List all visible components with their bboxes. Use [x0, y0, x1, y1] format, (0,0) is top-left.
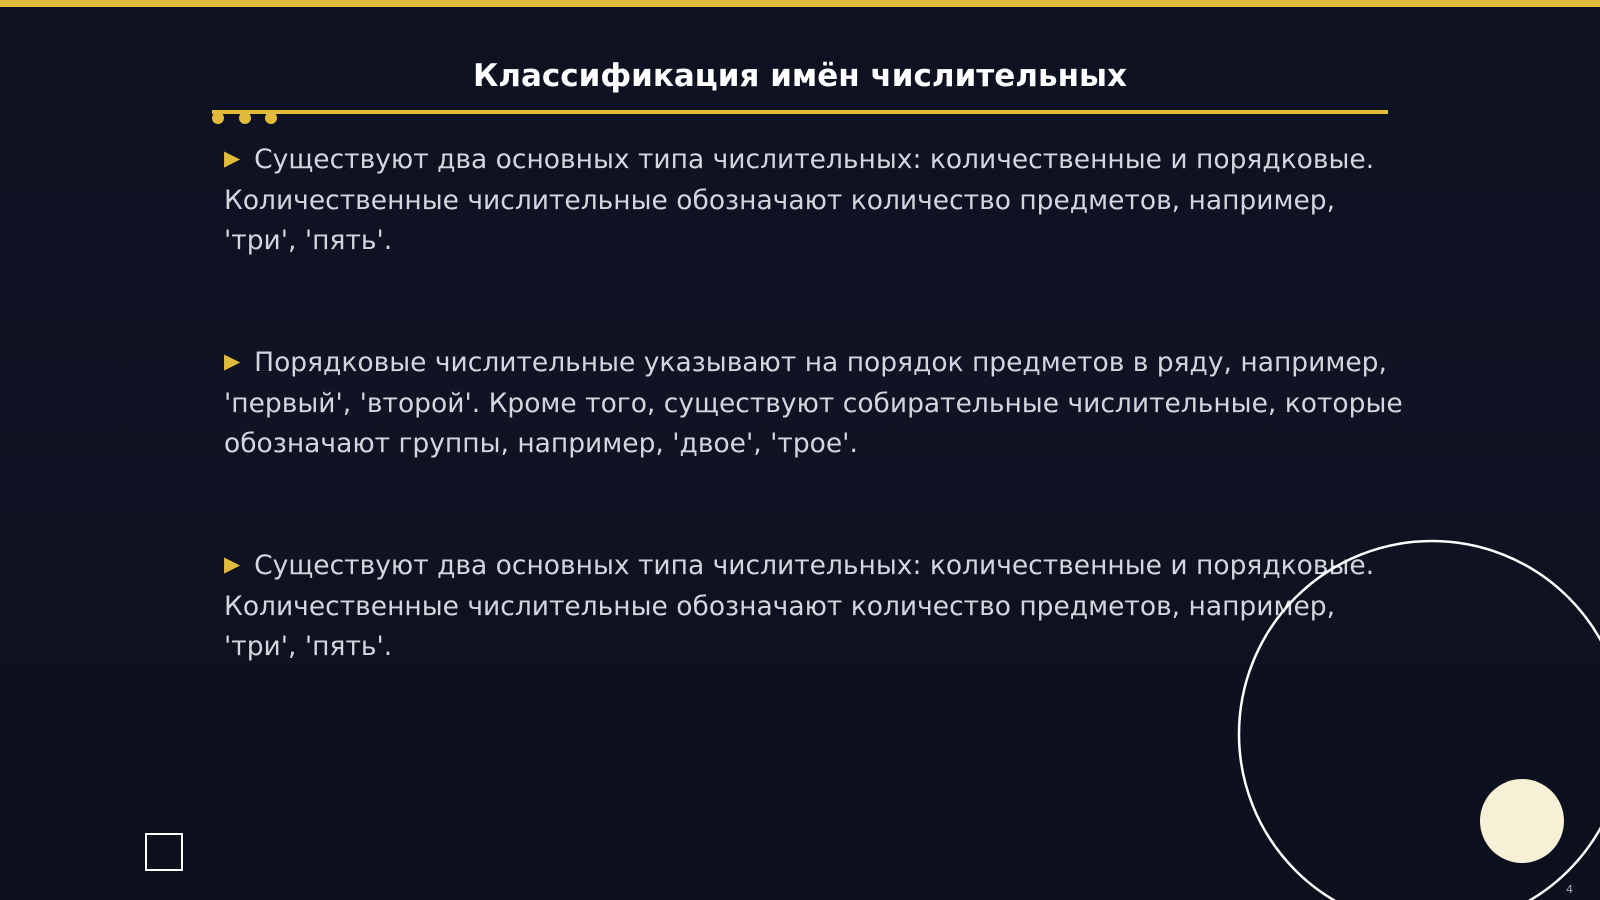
play-triangle-icon: ▶: [224, 349, 241, 373]
page-number: 4: [1566, 883, 1573, 896]
slide-title: Классификация имён числительных: [472, 58, 1128, 94]
small-filled-circle: [1480, 779, 1564, 863]
play-triangle-icon: ▶: [224, 552, 241, 576]
bullet-text: Существуют два основных типа числительных: количественные и порядковые. Количественные числительные обозначают количество предметов, например, 'три', 'пять'.: [224, 144, 1375, 256]
play-triangle-icon: ▶: [224, 146, 241, 170]
bullet-text: Существуют два основных типа числительных: количественные и порядковые. Количественные числительные обозначают количество предметов, например, 'три', 'пять'.: [224, 550, 1375, 662]
bullet-text: Порядковые числительные указывают на порядок предметов в ряду, например, 'первый', 'второй'. Кроме того, существуют собирательные числительные, которые обозначают группы, например, 'двое', 'трое'.: [224, 347, 1403, 459]
square-outline-icon: [145, 833, 183, 871]
